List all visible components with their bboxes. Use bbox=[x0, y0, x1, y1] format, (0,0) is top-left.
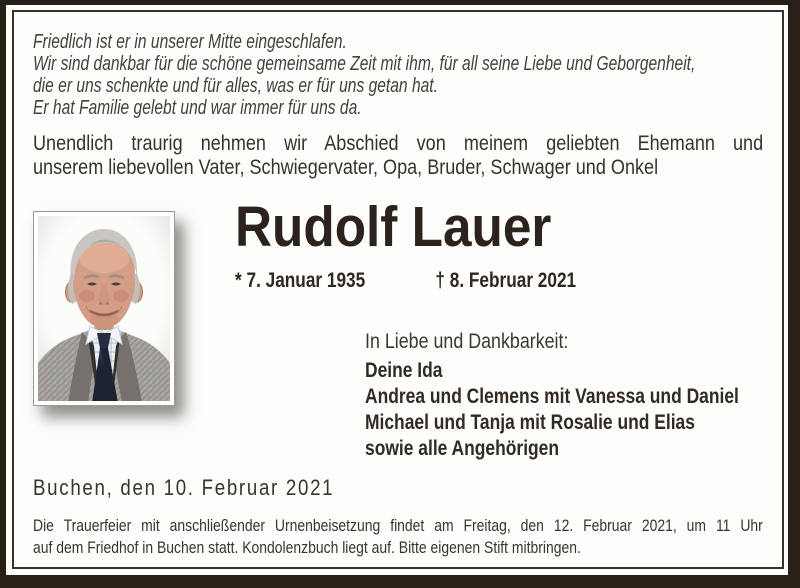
mourner-line: Deine Ida bbox=[365, 359, 443, 382]
birth-date: * 7. Januar 1935 bbox=[235, 269, 366, 292]
life-dates bbox=[235, 269, 576, 293]
funeral-line: auf dem Friedhof in Buchen statt. Kondolenzbuch liegt auf. Bitte eigenen Stift mitbringen. bbox=[33, 537, 581, 557]
gratitude-label: In Liebe und Dankbarkeit: bbox=[365, 330, 569, 353]
opening-line: Wir sind dankbar für die schöne gemeinsame Zeit mit ihm, für all seine Liebe und Geborgenheit, bbox=[33, 53, 696, 75]
deceased-name: Rudolf Lauer bbox=[235, 195, 552, 259]
portrait-illustration bbox=[38, 216, 170, 401]
mourner-line: sowie alle Angehörigen bbox=[365, 437, 560, 460]
opening-line: Friedlich ist er in unserer Mitte eingeschlafen. bbox=[33, 31, 347, 53]
place-and-date: Buchen, den 10. Februar 2021 bbox=[33, 475, 335, 500]
farewell-line: Unendlich traurig nehmen wir Abschied von meinem geliebten Ehemann und bbox=[33, 132, 764, 155]
opening-verse bbox=[33, 31, 695, 119]
mourners-list bbox=[365, 358, 739, 462]
death-date: † 8. Februar 2021 bbox=[435, 269, 577, 292]
funeral-line: Die Trauerfeier mit anschließender Urnenbeisetzung findet am Freitag, den 12. Februar 2021, um 11 Uhr bbox=[33, 516, 763, 535]
portrait-photo bbox=[33, 211, 175, 406]
opening-line: Er hat Familie gelebt und war immer für uns da. bbox=[33, 97, 362, 119]
opening-line: die er uns schenkte und für alles, was er für uns getan hat. bbox=[33, 75, 438, 97]
funeral-info bbox=[33, 515, 763, 558]
mourner-line: Michael und Tanja mit Rosalie und Elias bbox=[365, 411, 695, 434]
farewell-paragraph bbox=[33, 132, 763, 179]
farewell-line: unserem liebevollen Vater, Schwiegervater, Opa, Bruder, Schwager und Onkel bbox=[33, 155, 659, 179]
mourner-line: Andrea und Clemens mit Vanessa und Daniel bbox=[365, 385, 739, 408]
